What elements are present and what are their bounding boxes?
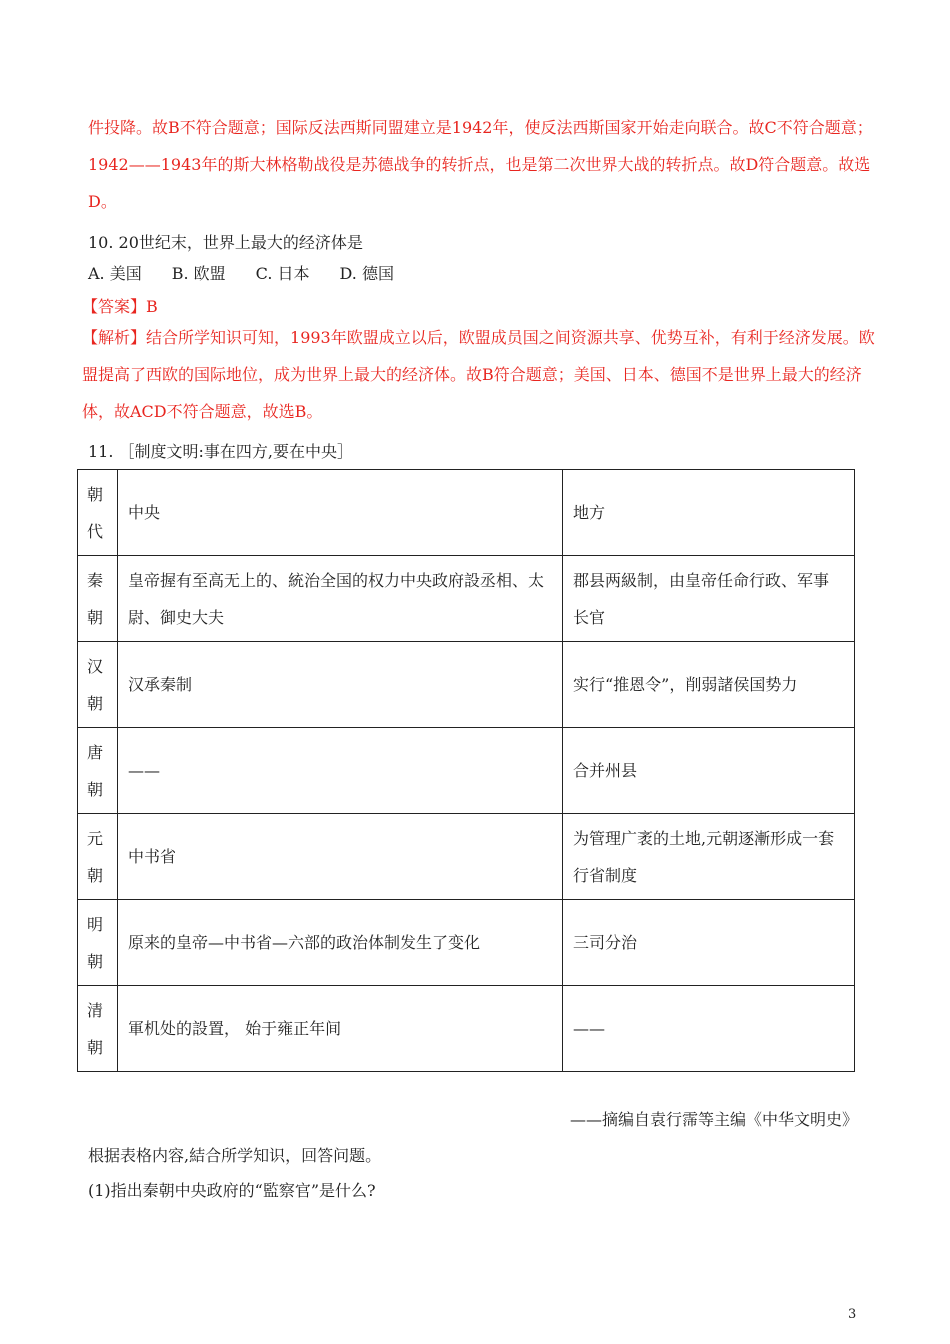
header-local: 地方	[563, 470, 855, 556]
table-row	[78, 814, 855, 900]
dynasty-cell: 清朝	[78, 986, 118, 1072]
q10-analysis	[82, 319, 878, 430]
q10-answer: 【答案】B	[82, 297, 158, 316]
dynasty-cell: 唐朝	[78, 728, 118, 814]
q10-stem: 10. 20世纪末，世界上最大的经济体是	[88, 233, 363, 252]
local-cell: 实行“推恩令”，削弱諸侯国势力	[563, 642, 855, 728]
table-row	[78, 556, 855, 642]
central-cell: 皇帝握有至高无上的、統治全国的权力中央政府設丞相、太尉、御史大夫	[118, 556, 563, 642]
q10-option-b: B. 欧盟	[171, 264, 226, 283]
central-cell: 汉承秦制	[118, 642, 563, 728]
local-cell: ——	[563, 986, 855, 1072]
header-dynasty: 朝代	[78, 470, 118, 556]
q10-analysis-text: 结合所学知识可知，1993年欧盟成立以后，欧盟成员国之间资源共享、优势互补，有利于经济发展。欧盟提高了西欧的国际地位，成为世界上最大的经济体。故B符合题意；美国、日本、德国不是世界上最大的经济体，故ACD不符合题意，故选B。	[82, 328, 875, 421]
table-row	[78, 900, 855, 986]
table-row	[78, 986, 855, 1072]
dynasty-cell: 元朝	[78, 814, 118, 900]
prev-analysis: 件投降。故B不符合题意；国际反法西斯同盟建立是1942年，使反法西斯国家开始走向联合。故C不符合题意；1942——1943年的斯大林格勒战役是苏德战争的转折点，也是第二次世界大战的转折点。故D符合题意。故选D。	[88, 118, 873, 211]
q11-instruction: 根据表格内容,結合所学知识，回答问题。	[88, 1146, 382, 1165]
q11-sub1: (1)指出秦朝中央政府的“監察官”是什么?	[88, 1181, 376, 1200]
q10-option-d: D. 德国	[339, 264, 394, 283]
dynasty-cell: 秦朝	[78, 556, 118, 642]
central-cell: 原来的皇帝—中书省—六部的政治体制发生了变化	[118, 900, 563, 986]
q10-option-c: C. 日本	[255, 264, 310, 283]
q10-option-a: A. 美国	[88, 264, 142, 283]
local-cell: 为管理广袤的土地,元朝逐漸形成一套行省制度	[563, 814, 855, 900]
dynasty-cell: 明朝	[78, 900, 118, 986]
analysis-tag: 【解析】	[82, 328, 147, 347]
central-cell: 軍机处的設置， 始于雍正年间	[118, 986, 563, 1072]
table-source: ——摘编自袁行霈等主编《中华文明史》	[569, 1110, 858, 1129]
central-cell: 中书省	[118, 814, 563, 900]
local-cell: 合并州县	[563, 728, 855, 814]
q10-options	[88, 261, 424, 284]
local-cell: 郡县两級制，由皇帝任命行政、军事长官	[563, 556, 855, 642]
table-row	[78, 728, 855, 814]
central-cell: ——	[118, 728, 563, 814]
table-header-row	[78, 470, 855, 556]
local-cell: 三司分治	[563, 900, 855, 986]
dynasty-cell: 汉朝	[78, 642, 118, 728]
header-central: 中央	[118, 470, 563, 556]
dynasty-table	[77, 469, 855, 1072]
q11-stem: 11. ［制度文明:事在四方,要在中央］	[88, 442, 354, 461]
page-number: 3	[848, 1307, 857, 1322]
table-row	[78, 642, 855, 728]
